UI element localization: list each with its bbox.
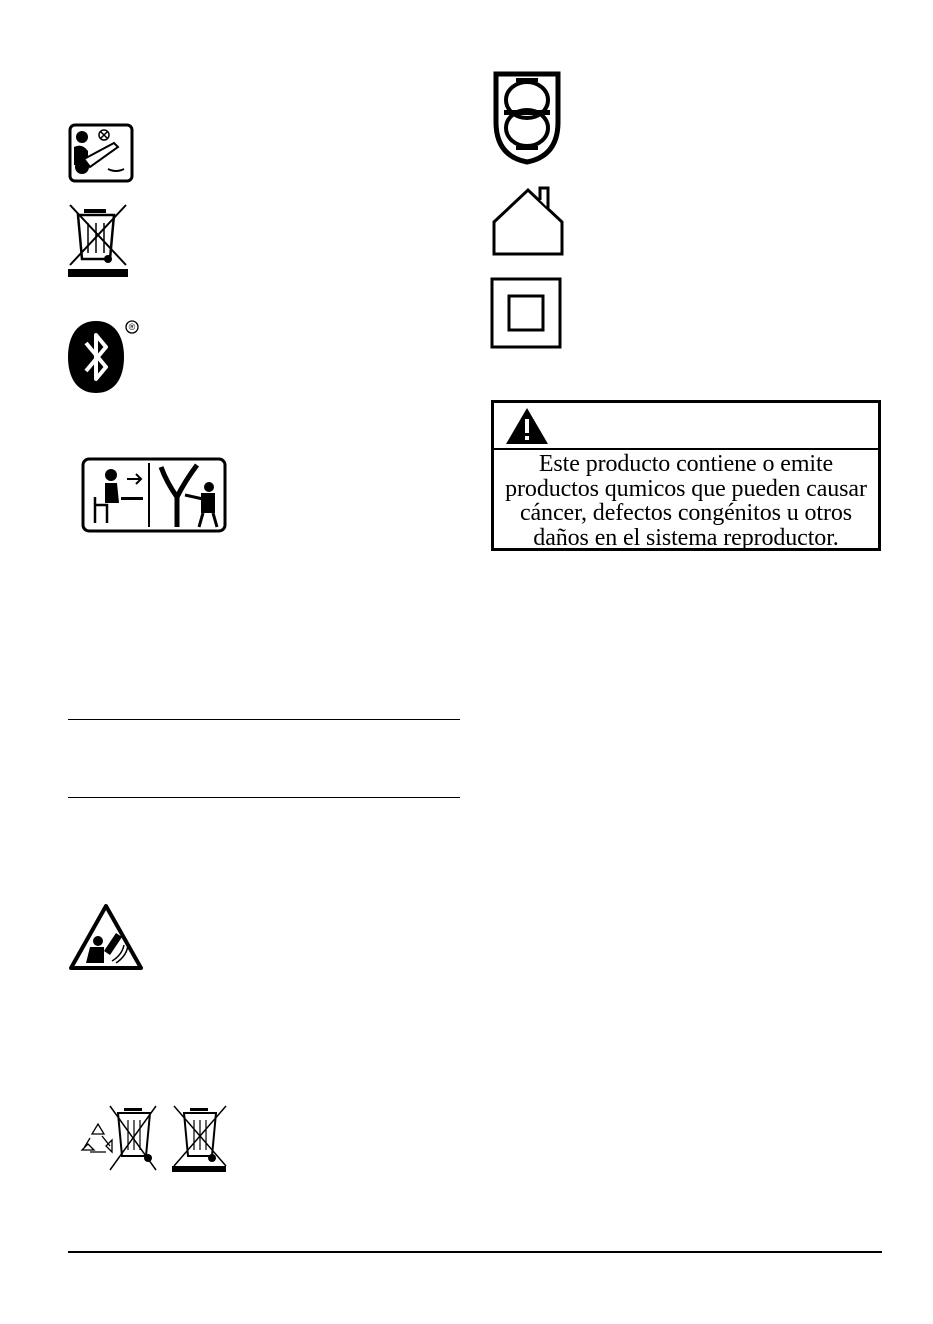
- indoor-use-house-icon: [490, 186, 568, 256]
- safety-isolating-transformer-icon: [490, 70, 564, 166]
- crossed-bin-icon: [68, 203, 130, 279]
- warning-line: daños en el sistema reproductor.: [533, 524, 839, 551]
- recycle-and-crossed-bins-icon: [80, 1104, 230, 1176]
- crossed-bin-icon: [110, 1106, 156, 1170]
- footer-rule: [68, 1251, 882, 1253]
- recycle-icon: [82, 1124, 112, 1152]
- kickback-warning-icon: [68, 903, 144, 971]
- warning-triangle-icon: [504, 406, 550, 446]
- warning-header: [494, 403, 878, 450]
- warning-line: Este producto contiene o emite: [538, 451, 834, 477]
- crossed-bin-icon: [172, 1106, 226, 1172]
- training-instruction-icon: [81, 457, 227, 533]
- bluetooth-icon: [68, 319, 148, 397]
- warning-line: productos qumicos que pueden causar: [505, 475, 867, 502]
- registered-mark: ®: [128, 322, 136, 332]
- warning-line: cáncer, defectos congénitos u otros: [519, 500, 853, 526]
- chainsaw-manual-icon: [68, 123, 134, 183]
- double-insulation-icon: [490, 277, 564, 349]
- chemical-warning-box: [491, 400, 881, 551]
- divider: [68, 797, 460, 798]
- warning-text: [494, 450, 878, 550]
- divider: [68, 719, 460, 720]
